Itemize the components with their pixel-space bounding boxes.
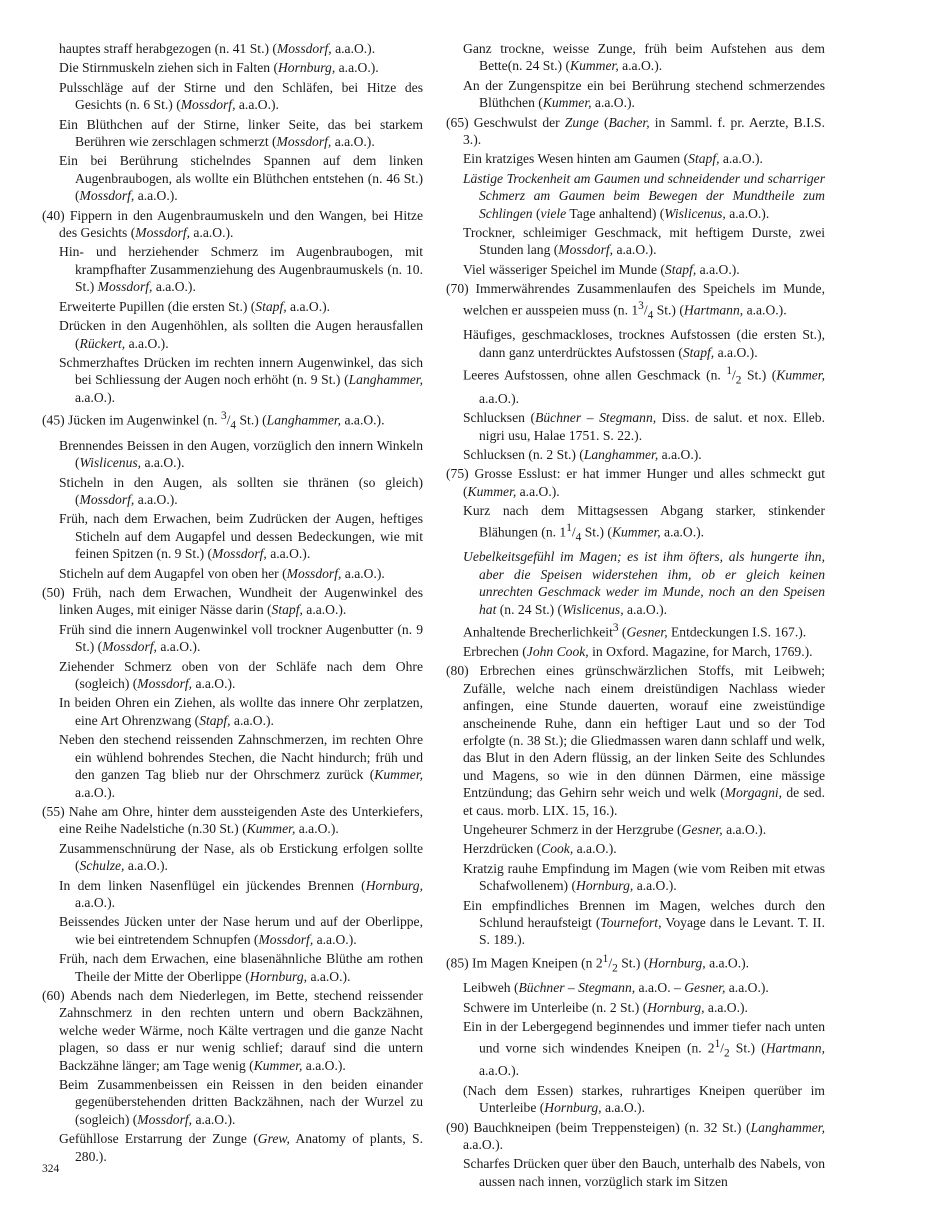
symptom-entry: Früh, nach dem Erwachen, beim Zudrücken der Augen, heftiges Sticheln auf dem Augapfel und dessen Bedeckungen, wie mit feinen Spitzen (n. 9 St.) (Mossdorf, a.a.O.). (59, 511, 423, 562)
symptom-entry: Früh sind die innern Augenwinkel voll trockner Augenbutter (n. 9 St.) (Mossdorf, a.a.O.). (59, 621, 423, 655)
symptom-entry: (Nach dem Essen) starkes, ruhrartiges Kneipen querüber im Unterleibe (Hornburg, a.a.O.). (463, 1082, 825, 1116)
symptom-entry: Ganz trockne, weisse Zunge, früh beim Aufstehen aus dem Bette(n. 24 St.) (Kummer, a.a.O.). (463, 41, 825, 74)
symptom-entry: Leibweh (Büchner – Stegmann, a.a.O. – Gesner, a.a.O.). (463, 980, 769, 996)
numbered-symptom-entry: (55) Nahe am Ohre, hinter dem aussteigenden Aste des Unterkiefers, eine Reihe Nadelstiche (n.30 St.) (Kummer, a.a.O.). (42, 803, 423, 837)
symptom-entry: Viel wässeriger Speichel im Munde (Stapf, a.a.O.). (463, 261, 740, 277)
symptom-entry: Drücken in den Augenhöhlen, als sollten die Augen herausfallen (Rückert, a.a.O.). (59, 318, 423, 351)
symptom-entry: Schwere im Unterleibe (n. 2 St.) (Hornburg, a.a.O.). (463, 999, 748, 1015)
numbered-symptom-entry: (80) Erbrechen eines grünschwärzlichen Stoffs, mit Leibweh; Zufälle, welche nach einem dreistündigen Nachlass wieder anfingen, eine Stunde dauerten, worauf eine zweistündige anscheinende Ruhe, dann ein heftiger Laut und so der Tod erfolgte (n. 38 St.); die Gliedmassen waren dann schlaff und welk, das Blut in den Adern flüssig, an der linken Seite des Schlundes und Magens, so wie in den dünnen Därmen, eine mässige Entzündung; das Gehirn sehr weich und welk (Morgagni, de sed. et caus. morb. LIX. 15, 16.). (446, 663, 825, 818)
page-number: 324 (42, 1163, 60, 1175)
symptom-entry: Hin- und herziehender Schmerz im Augenbraubogen, mit krampfhafter Zusammenziehung des Augenbraumuskels (n. 10. St.) Mossdorf, a.a.O.). (59, 244, 423, 295)
numbered-symptom-entry: (85) Im Magen Kneipen (n $2^1/_2$ St.) (Hornburg, a.a.O.). (446, 952, 750, 975)
symptom-entry: Zusammenschnürung der Nase, als ob Erstickung erfolgen sollte (Schulze, a.a.O.). (59, 840, 423, 874)
symptom-entry: Uebelkeitsgefühl im Magen; es ist ihm öfters, als hungerte ihn, aber die Speisen widerstehen ihm, ob er gleich keinen unrechten Geschmack weder im Munde, noch an den Speisen hat (n. 24 St.) (Wislicenus, a.a.O.). (463, 549, 825, 617)
symptom-entry: Herzdrücken (Cook, a.a.O.). (463, 841, 617, 857)
symptom-entry: Häufiges, geschmackloses, trocknes Aufstossen (die ersten St.), dann ganz unterdrücktes Aufstossen (Stapf, a.a.O.). (463, 327, 825, 360)
symptom-entry: Ein in der Lebergegend beginnendes und immer tiefer nach unten und vorne sich windendes Kneipen (n. $2^1/_2$ St.) (Hartmann, a.a.O.). (463, 1019, 825, 1079)
symptom-entry: Sticheln auf dem Augapfel von oben her (Mossdorf, a.a.O.). (59, 565, 385, 581)
symptom-entry: Ziehender Schmerz oben von der Schläfe nach dem Ohre (sogleich) (Mossdorf, a.a.O.). (59, 658, 423, 692)
symptom-entry: Erbrechen (John Cook, in Oxford. Magazine, for March, 1769.). (463, 643, 813, 659)
symptom-entry: Schlucksen (n. 2 St.) (Langhammer, a.a.O.). (463, 447, 702, 463)
symptom-entry: Ein bei Berührung stichelndes Spannen auf dem linken Augenbraubogen, als wollte ein Blüthchen entstehen (n. 46 St.) (Mossdorf, a.a.O.). (59, 153, 423, 204)
symptom-entry: Ein Blüthchen auf der Stirne, linker Seite, das bei starkem Berühren wie zerschlagen schmerzt (Mossdorf, a.a.O.). (59, 116, 423, 150)
symptom-entry: Pulsschläge auf der Stirne und den Schläfen, bei Hitze des Gesichts (n. 6 St.) (Mossdorf, a.a.O.). (59, 79, 423, 113)
symptom-entry: Trockner, schleimiger Geschmack, mit heftigem Durste, zwei Stunden lang (Mossdorf, a.a.O.). (463, 225, 825, 258)
left-column (42, 40, 423, 1165)
symptom-entry: Sticheln in den Augen, als sollten sie thränen (so gleich) (Mossdorf, a.a.O.). (59, 474, 423, 507)
symptom-entry: Erweiterte Pupillen (die ersten St.) (Stapf, a.a.O.). (59, 298, 331, 314)
symptom-entry: In beiden Ohren ein Ziehen, als wollte das innere Ohr zerplatzen, eine Art Ohrenzwang (Stapf, a.a.O.). (59, 695, 423, 728)
numbered-symptom-entry: (65) Geschwulst der Zunge (Bacher, in Samml. f. pr. Aerzte, B.I.S. 3.). (446, 114, 825, 148)
symptom-entry: Gefühllose Erstarrung der Zunge (Grew, Anatomy of plants, S. 280.). (59, 1131, 423, 1164)
symptom-entry: Anhaltende Brecherlichkeit$^3$ (Gesner, Entdeckungen I.S. 167.). (463, 621, 807, 640)
numbered-symptom-entry: (40) Fippern in den Augenbraumuskeln und den Wangen, bei Hitze des Gesichts (Mossdorf, a.a.O.). (42, 207, 423, 241)
numbered-symptom-entry: (70) Immerwährendes Zusammenlaufen des Speichels im Munde, welchen er ausspeien muss (n. $1^3/_4$ St.) (Hartmann, a.a.O.). (446, 281, 825, 321)
symptom-entry: hauptes straff herabgezogen (n. 41 St.) (Mossdorf, a.a.O.). (59, 41, 376, 56)
symptom-entry: In dem linken Nasenflügel ein jückendes Brennen (Hornburg, a.a.O.). (59, 877, 423, 910)
symptom-entry: Kurz nach dem Mittagsessen Abgang starker, stinkender Blähungen (n. $1^1/_4$ St.) (Kummer, a.a.O.). (463, 503, 825, 543)
symptom-entry: Scharfes Drücken quer über den Bauch, unterhalb des Nabels, von aussen nach innen, vorzüglich stark im Sitzen (463, 1156, 825, 1189)
symptom-entry: Ein empfindliches Brennen im Magen, welches durch den Schlund heraufsteigt (Tournefort, Voyage dans le Levant. T. II. S. 189.). (463, 897, 825, 948)
symptom-entry: Kratzig rauhe Empfindung im Magen (wie vom Reiben mit etwas Schafwollenem) (Hornburg, a.a.O.). (463, 860, 825, 894)
symptom-entry: Lästige Trockenheit am Gaumen und schneidender und scharriger Schmerz am Gaumen beim Bewegen der Mundtheile zum Schlingen (viele Tage anhaltend) (Wislicenus, a.a.O.). (463, 170, 825, 221)
symptom-entry: Beim Zusammenbeissen ein Reissen in den beiden einander gegenüberstehenden dritten Backzähnen, nach der Wurzel zu (sogleich) (Mossdorf, a.a.O.). (59, 1077, 423, 1127)
numbered-symptom-entry: (75) Grosse Esslust: er hat immer Hunger und alles schmeckt gut (Kummer, a.a.O.). (446, 466, 825, 499)
numbered-symptom-entry: (60) Abends nach dem Niederlegen, im Bette, stechend reissender Zahnschmerz in den rechten untern und obern Backzähnen, welche weder Wärme, noch Kälte vertragen und die ganze Nacht plagen, so dass er nur wenig schlief; darauf sind die untern Backzähne länger; am Tage wenig (Kummer, a.a.O.). (42, 987, 423, 1073)
symptom-entry: Ein kratziges Wesen hinten am Gaumen (Stapf, a.a.O.). (463, 151, 763, 167)
symptom-entry: Schmerzhaftes Drücken im rechten innern Augenwinkel, das sich bei Schliessung der Augen noch erhöht (n. 9 St.) (Langhammer, a.a.O.). (59, 354, 423, 405)
symptom-entry: Beissendes Jücken unter der Nase herum und auf der Oberlippe, wie bei eintretendem Schnupfen (Mossdorf, a.a.O.). (59, 914, 423, 947)
symptom-entry: An der Zungenspitze ein bei Berührung stechend schmerzendes Blüthchen (Kummer, a.a.O.). (463, 77, 825, 111)
symptom-entry: Die Stirnmuskeln ziehen sich in Falten (Hornburg, a.a.O.). (59, 60, 379, 76)
symptom-entry: Brennendes Beissen in den Augen, vorzüglich den innern Winkeln (Wislicenus, a.a.O.). (59, 437, 423, 471)
right-column (446, 40, 825, 1190)
symptom-entry: Neben den stechend reissenden Zahnschmerzen, im rechten Ohre ein wühlend bohrendes Stechen, die Nacht hindurch; früh und den ganzen Tag blieb nur der Ohrschmerz zurück (Kummer, a.a.O.). (59, 732, 423, 800)
symptom-entry: Früh, nach dem Erwachen, eine blasenähnliche Blüthe am rothen Theile der Mitte der Oberlippe (Hornburg, a.a.O.). (59, 951, 423, 984)
numbered-symptom-entry: (90) Bauchkneipen (beim Treppensteigen) (n. 32 St.) (Langhammer, a.a.O.). (446, 1119, 825, 1152)
symptom-entry: Schlucksen (Büchner – Stegmann, Diss. de salut. et nox. Elleb. nigri usu, Halae 1751. S. 22.). (463, 410, 825, 443)
numbered-symptom-entry: (45) Jücken im Augenwinkel (n. $^3/_4$ St.) (Langhammer, a.a.O.). (42, 410, 385, 432)
numbered-symptom-entry: (50) Früh, nach dem Erwachen, Wundheit der Augenwinkel des linken Auges, mit einiger Nässe darin (Stapf, a.a.O.). (42, 585, 423, 618)
symptom-entry: Leeres Aufstossen, ohne allen Geschmack (n. $^1/_2$ St.) (Kummer, a.a.O.). (463, 365, 825, 406)
symptom-entry: Ungeheurer Schmerz in der Herzgrube (Gesner, a.a.O.). (463, 821, 767, 837)
